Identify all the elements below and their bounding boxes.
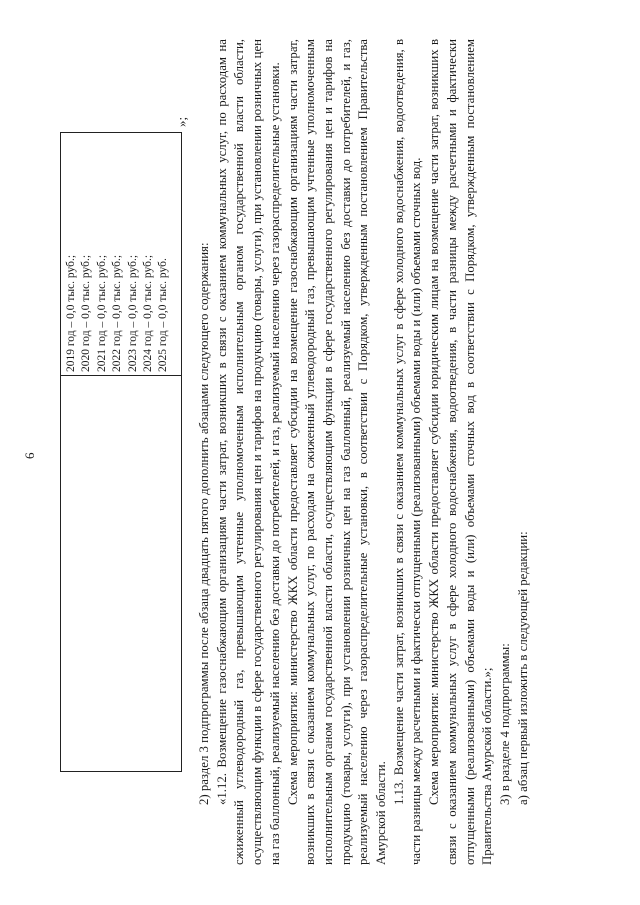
table-value-cell bbox=[61, 133, 181, 375]
paragraph: 2) раздел 3 подпрограммы после абзаца двадцать пятого дополнить абзацами следующего содержания: bbox=[197, 242, 211, 805]
funding-table bbox=[60, 132, 182, 772]
table-row: 2024 год – 0,0 тыс. руб.; bbox=[142, 254, 155, 372]
table-row: 2020 год – 0,0 тыс. руб.; bbox=[80, 254, 93, 372]
paragraph: 3) в разделе 4 подпрограммы: bbox=[497, 643, 512, 805]
paragraph: Схема мероприятия: министерство ЖКХ области предоставляет субсидии юридическим лицам на возмещение части затрат, возникших в связи с оказанием коммунальных услуг в сфере холодного водоснабжения, водоотведения, в части разницы между расчетными и фактически отпущенными (реализованными) объемами воды и (или) объемами сточных вод в соответствии с Порядком, утвержденным постановлением Правительства Амурской области.»; bbox=[427, 39, 495, 865]
closing-quote-mark: »; bbox=[174, 116, 189, 127]
paragraph: Схема мероприятия: министерство ЖКХ области предоставляет субсидии на возмещение газоснабжающим организациям части затрат, возникших в связи с оказанием коммунальных услуг, по расходам на сжиженный углеводородный газ, превышающим учтенные уполномоченным исполнительным органом государственной власти области, осуществляющим функции в сфере государственного регулирования цен и тарифов на продукцию (товары, услуги), при установлении розничных цен на газ баллонный, реализуемый населению без доставки до потребителей, и газ, реализуемый населению через газораспределительные установки, в соответствии с Порядком, утвержденным постановлением Правительства Амурской области. bbox=[285, 39, 389, 865]
table-row: 2022 год – 0,0 тыс. руб.; bbox=[111, 254, 124, 372]
page-number: 6 bbox=[22, 452, 37, 459]
table-row: 2025 год – 0,0 тыс. руб. bbox=[157, 258, 170, 372]
table-row: 2021 год – 0,0 тыс. руб.; bbox=[95, 254, 108, 372]
body-text bbox=[196, 39, 532, 865]
table-row: 2023 год – 0,0 тыс. руб.; bbox=[126, 254, 139, 372]
paragraph: а) абзац первый изложить в следующей редакции: bbox=[515, 531, 530, 805]
table-empty-cell bbox=[61, 375, 181, 771]
table-row: 2019 год – 0,0 тыс. руб.; bbox=[65, 254, 77, 372]
paragraph: «1.12. Возмещение газоснабжающим организациям части затрат, возникших в связи с оказанием коммунальных услуг, по расходам на сжиженный углеводородный газ, превышающим учтенные уполномоченным исполнительным органом государственной власти области, осуществляющим функции в сфере государственного регулирования цен и тарифов на продукцию (товары, услуги), при установлении розничных цен на газ баллонный, реализуемый населению без доставки до потребителей, и газ, реализуемый населению через газораспределительные установки. bbox=[214, 39, 282, 865]
paragraph: 1.13. Возмещение части затрат, возникших в связи с оказанием коммунальных услуг в сфере холодного водоснабжения, водоотведения, в части разницы между расчетными и фактически отпущенными (реализованными) объемами воды и (или) объемами сточных вод. bbox=[391, 39, 424, 865]
